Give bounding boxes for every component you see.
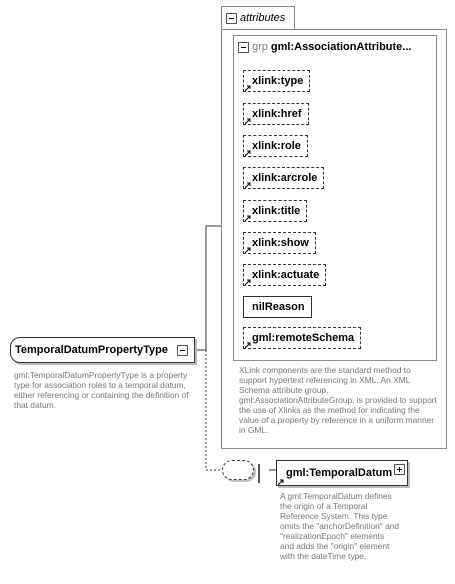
reference-arrow-icon [245, 150, 251, 156]
collapse-icon[interactable] [226, 13, 237, 24]
reference-arrow-icon [245, 215, 251, 221]
reference-arrow-icon [245, 118, 251, 124]
attribute-xlink-actuate[interactable] [243, 264, 326, 286]
element-description: A gml:TemporalDatum defines the origin of a Temporal Reference System. This type omits the "anchorDefinition" and "realizationEpoch" elements and adds the "origin" element with the dateTime type. [280, 491, 400, 561]
attribute-remote-schema[interactable] [243, 327, 361, 349]
reference-arrow-icon [245, 279, 251, 285]
attribute-label: nilReason [252, 301, 305, 313]
reference-arrow-icon [245, 342, 251, 348]
expand-icon[interactable] [394, 464, 405, 475]
group-name: gml:AssociationAttribute... [270, 41, 412, 53]
sequence-compositor[interactable] [222, 460, 254, 480]
attribute-label: xlink:show [252, 237, 309, 249]
temporal-datum-element-box[interactable] [276, 460, 408, 486]
type-description: gml:TemporalDatumPropertyType is a property type for association roles to a temporal datum, either referencing or containing the definition of that datum. [14, 370, 189, 410]
attributes-label: attributes [240, 12, 286, 24]
attribute-xlink-show[interactable] [243, 232, 316, 254]
attribute-label: gml:remoteSchema [252, 332, 355, 344]
attribute-xlink-arcrole[interactable] [243, 167, 324, 189]
attribute-xlink-type[interactable] [243, 70, 310, 92]
attribute-label: xlink:href [252, 108, 302, 120]
element-name: gml:TemporalDatum [286, 467, 393, 479]
attribute-nil-reason[interactable] [243, 296, 312, 318]
association-attribute-group-header[interactable] [238, 39, 411, 55]
reference-arrow-icon [245, 182, 251, 188]
attribute-xlink-href[interactable] [243, 103, 309, 125]
attributes-tab[interactable] [221, 6, 295, 29]
attribute-label: xlink:role [252, 140, 301, 152]
reference-arrow-icon [245, 85, 251, 91]
attribute-label: xlink:actuate [252, 269, 320, 281]
group-prefix: grp [252, 41, 268, 53]
reference-arrow-icon [278, 479, 284, 485]
collapse-icon[interactable] [238, 42, 249, 53]
type-name: TemporalDatumPropertyType [15, 344, 169, 356]
attribute-label: xlink:type [252, 75, 304, 87]
attribute-label: xlink:title [252, 205, 301, 217]
association-group-description: XLink components are the standard method to support hypertext referencing in XML. An XML Schema attribute group, gml:AssociationAttributeGroup, is provided to support the use of Xlinks as the method for indicating the value of a property by reference in a uniform manner in GML. [239, 365, 437, 435]
reference-arrow-icon [245, 247, 251, 253]
temporal-datum-property-type-box[interactable] [10, 337, 195, 363]
attribute-label: xlink:arcrole [252, 172, 318, 184]
attribute-xlink-role[interactable] [243, 135, 308, 157]
collapse-icon[interactable] [258, 464, 260, 483]
attribute-xlink-title[interactable] [243, 200, 307, 222]
collapse-icon[interactable] [177, 345, 188, 356]
